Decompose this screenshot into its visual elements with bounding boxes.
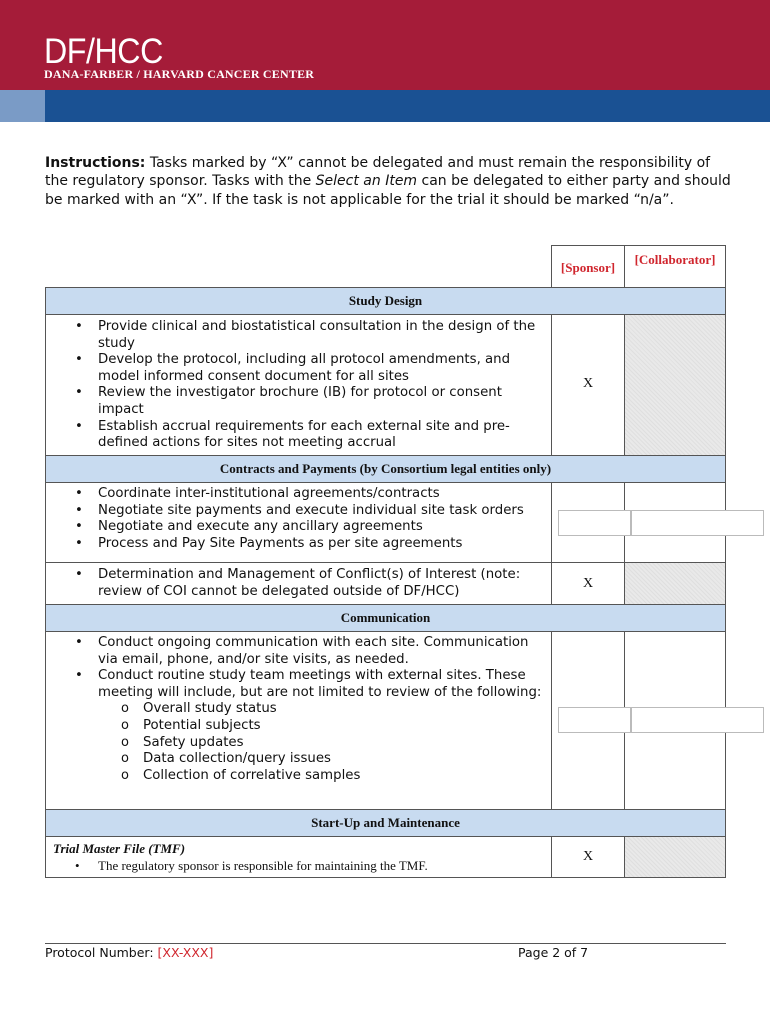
list-item: • Conduct ongoing communication with each site. Communication via email, phone, and/or site visits, as needed. — [45, 635, 545, 668]
letterhead — [0, 0, 770, 90]
coi-list — [45, 567, 551, 600]
collaborator-cell-study-design — [624, 314, 726, 456]
sponsor-select-contracts[interactable] — [558, 510, 631, 536]
contracts-list — [45, 486, 551, 552]
instructions-emphasis: Select an Item — [315, 173, 418, 190]
sub-list-item: o Potential subjects — [45, 718, 545, 735]
list-item: • Negotiate and execute any ancillary agreements — [45, 519, 551, 536]
list-item: • Conduct routine study team meetings with external sites. These meeting will include, but are not limited to review of the following: o Overall study status o Potential subjects o Safety updates o Data collection/query issues o Collection of correlative samples — [45, 668, 545, 784]
protocol-number-value: [XX-XXX] — [157, 945, 214, 960]
sub-list-item: o Safety updates — [45, 735, 545, 752]
section-study-design: Study Design — [45, 287, 726, 315]
study-design-list — [45, 319, 545, 452]
header-band-dark — [45, 90, 770, 122]
list-item: • Determination and Management of Conflict(s) of Interest (note: review of COI cannot be delegated outside of DF/HCC) — [45, 567, 551, 600]
sub-list-item: o Collection of correlative samples — [45, 768, 545, 785]
sponsor-mark: X — [582, 576, 594, 591]
delegation-table — [45, 245, 726, 878]
list-item: • Establish accrual requirements for each external site and pre-defined actions for sites not meeting accrual — [45, 419, 545, 452]
communication-sublist — [45, 701, 545, 784]
sponsor-mark: X — [582, 849, 594, 864]
section-contracts-payments: Contracts and Payments (by Consortium legal entities only) — [45, 455, 726, 483]
protocol-number: Protocol Number: [XX-XXX] — [45, 945, 214, 960]
list-item: • Provide clinical and biostatistical consultation in the design of the study — [45, 319, 545, 352]
collaborator-cell-tmf — [624, 836, 726, 878]
instructions-paragraph — [45, 154, 735, 209]
sub-list-item: o Overall study status — [45, 701, 545, 718]
sponsor-mark: X — [582, 376, 594, 391]
list-item: • Negotiate site payments and execute individual site task orders — [45, 503, 551, 520]
col-header-sponsor: [Sponsor] — [551, 245, 625, 288]
list-item: • Review the investigator brochure (IB) for protocol or consent impact — [45, 385, 545, 418]
sponsor-select-communication[interactable] — [558, 707, 631, 733]
communication-list — [45, 635, 545, 784]
collaborator-select-communication[interactable] — [631, 707, 764, 733]
col-header-collaborator: [Collaborator] — [624, 245, 726, 288]
footer-divider — [45, 943, 726, 944]
dfhcc-logo: DF/HCC — [44, 32, 163, 71]
org-name: DANA-FARBER / HARVARD CANCER CENTER — [44, 67, 315, 81]
instructions-text-2: can be delegated to either party and should be marked with an “X”. If the task is not applicable for the trial it should be marked “n/a”. — [45, 173, 731, 208]
instructions-label: Instructions: — [45, 155, 146, 171]
sub-list-item: o Data collection/query issues — [45, 751, 545, 768]
section-startup-maintenance: Start-Up and Maintenance — [45, 809, 726, 837]
list-item: • Develop the protocol, including all protocol amendments, and model informed consent document for all sites — [45, 352, 545, 385]
tmf-title: Trial Master File (TMF) — [53, 841, 186, 856]
collaborator-select-contracts[interactable] — [631, 510, 764, 536]
instructions-text-1: Tasks marked by “X” cannot be delegated and must remain the responsibility of the regulatory sponsor. Tasks with the — [45, 155, 711, 190]
collaborator-cell-coi — [624, 562, 726, 605]
page-number: Page 2 of 7 — [518, 945, 589, 960]
list-item: • Coordinate inter-institutional agreements/contracts — [45, 486, 551, 503]
list-item: • Process and Pay Site Payments as per site agreements — [45, 536, 551, 553]
tmf-text: • The regulatory sponsor is responsible for maintaining the TMF. — [53, 858, 428, 874]
header-band-light — [0, 90, 45, 122]
section-communication: Communication — [45, 604, 726, 632]
